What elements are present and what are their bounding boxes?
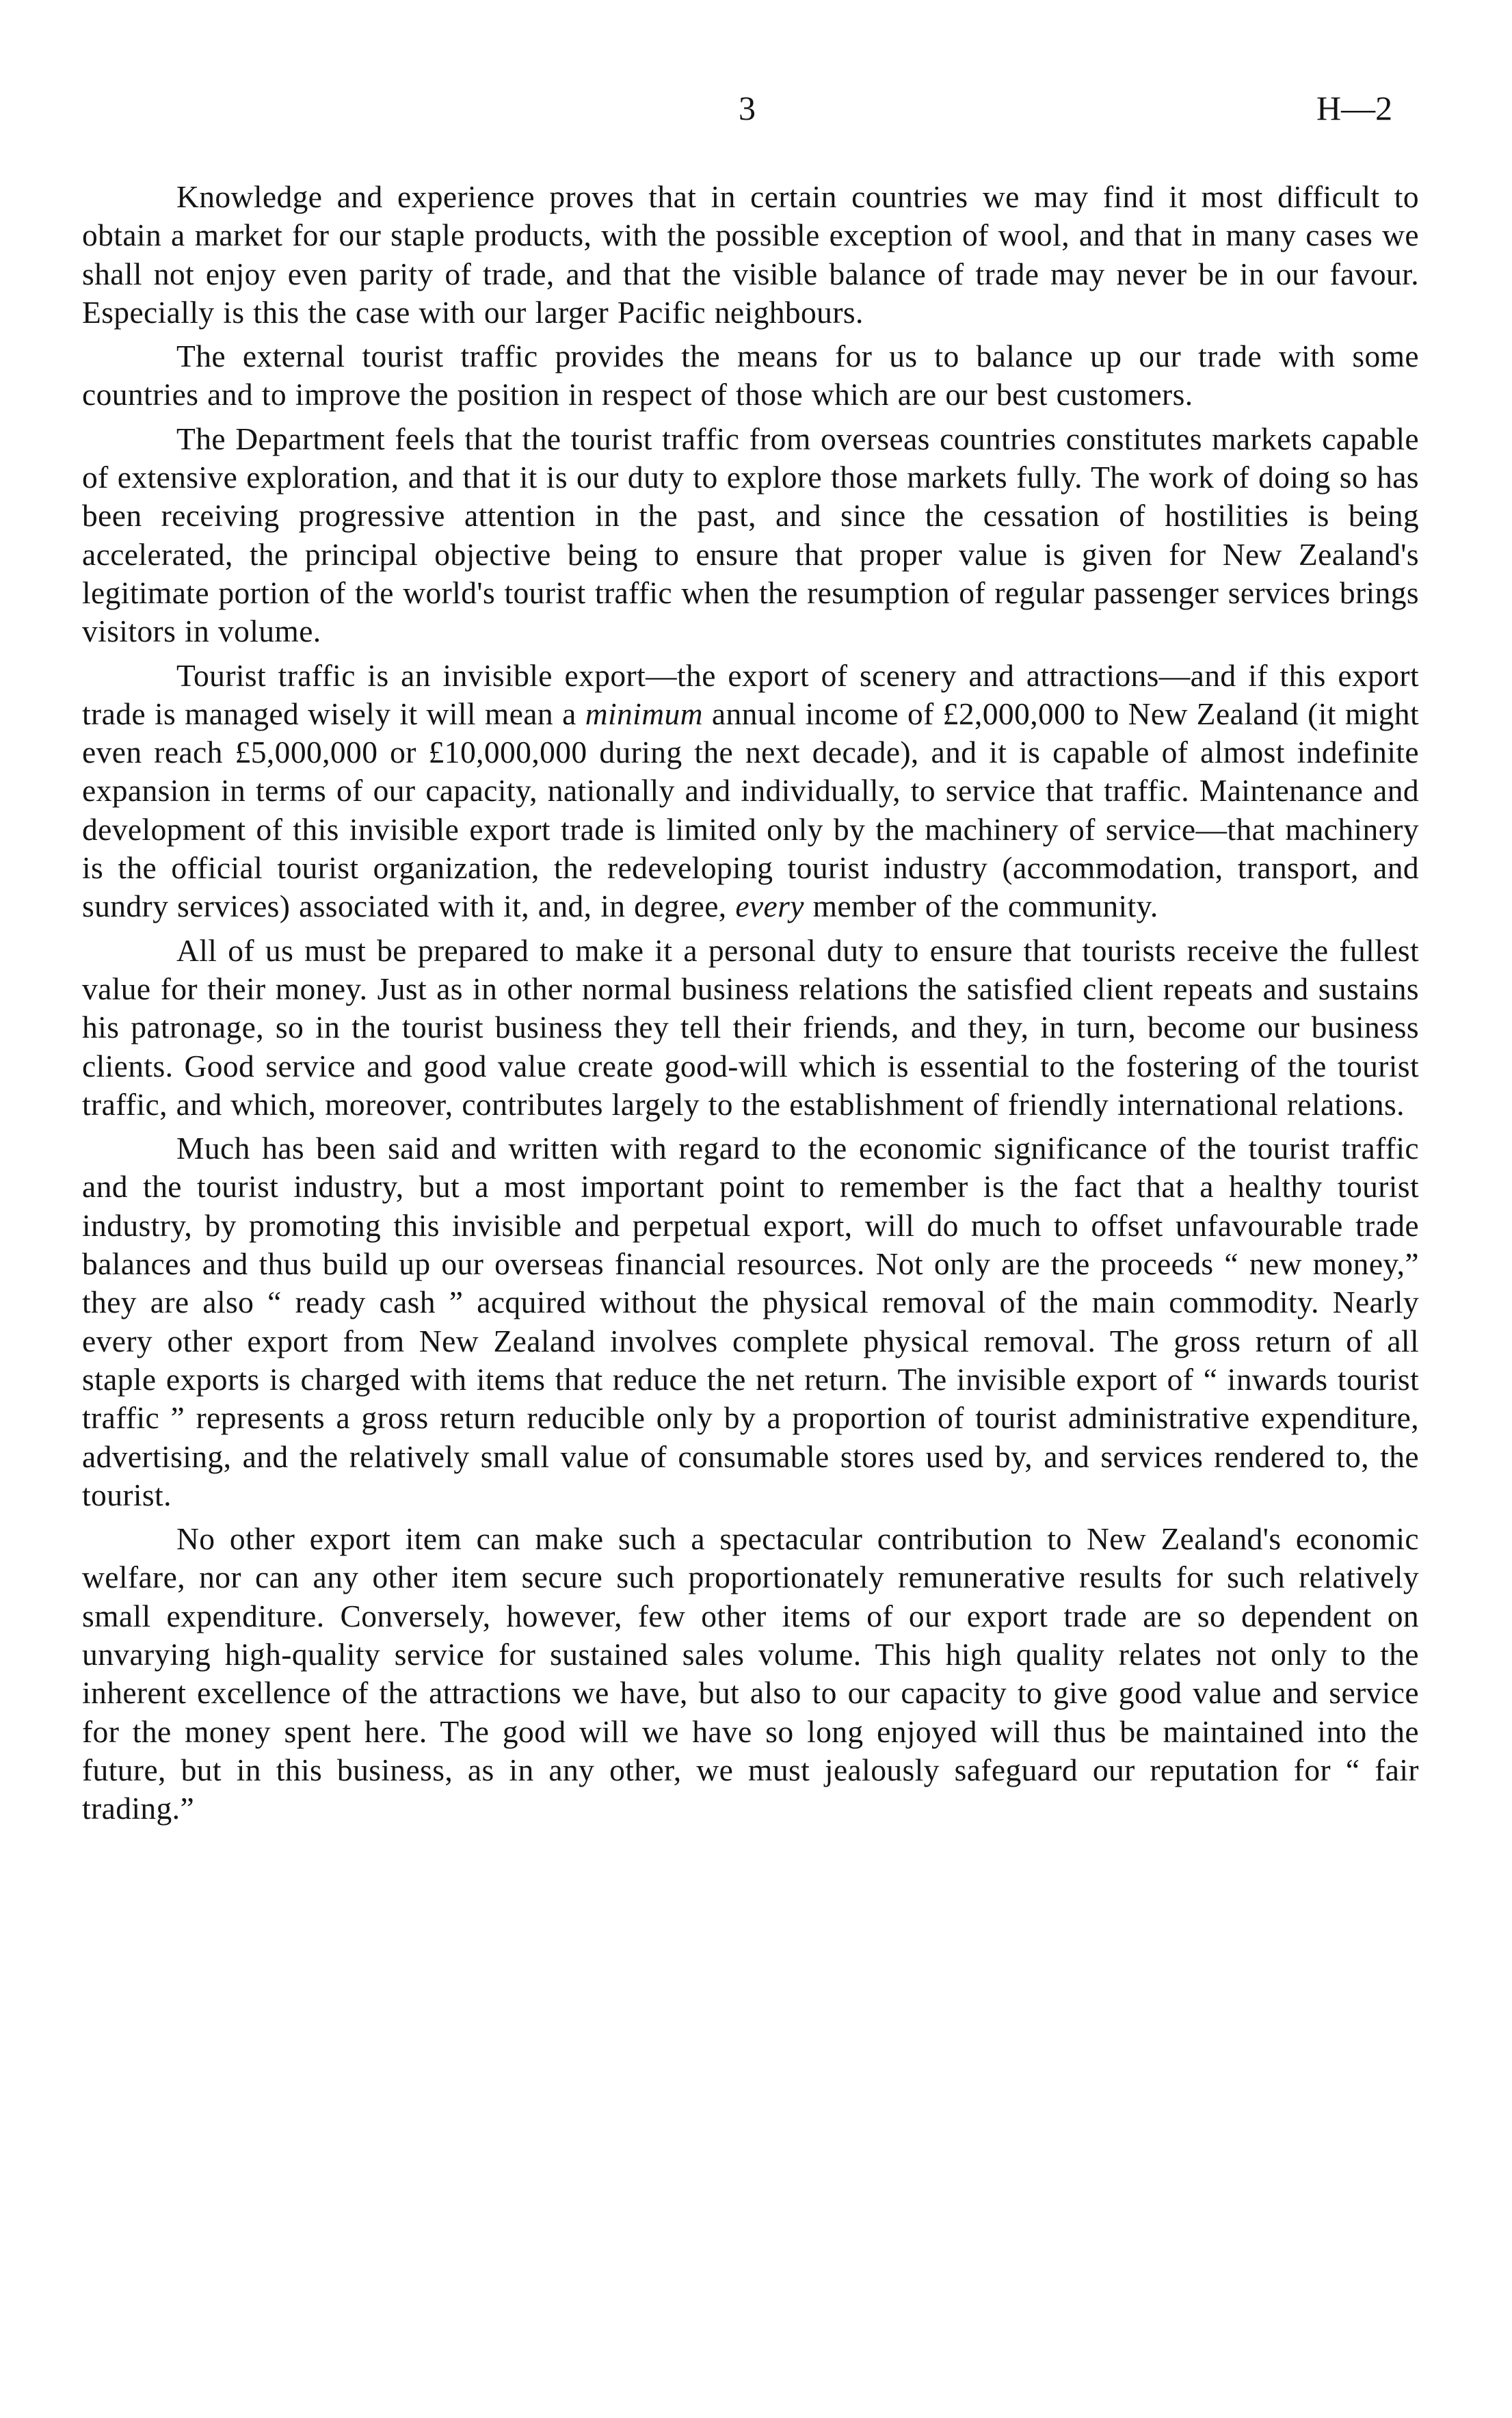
emphasis-every: every [735, 889, 804, 924]
paragraph-trade-balance: The external tourist traffic provides the means for us to balance up our trade with some countries and to improve the position in respect of those which are our best customers. [82, 339, 1419, 412]
page-header [0, 88, 1512, 129]
body-text [82, 178, 1419, 1833]
paragraph-market-knowledge: Knowledge and experience proves that in certain countries we may find it most difficult to obtain a market for our staple products, with the possible exception of wool, and that in many cases we shall not enjoy even parity of trade, and that the visible balance of trade may never be in our favour. Especially is this the case with our larger Pacific neighbours. [82, 179, 1419, 330]
paragraph-text-segment: Tourist traffic is an invisible export—the export of scenery and attractions—and if this export trade is managed wisely it will mean a [82, 657, 1419, 731]
page-number: 3 [739, 89, 757, 127]
paragraph-text-segment: member of the community. [804, 889, 1158, 924]
document-reference: H—2 [1316, 89, 1393, 127]
paragraph-department-view: The Department feels that the tourist traffic from overseas countries constitutes markets capable of extensive exploration, and that it is our duty to explore those markets fully. The work of doing so has been receiving progressive attention in the past, and since the cessation of hostilities is being accelerated, the principal objective being to ensure that proper value is given for New Zealand's legitimate portion of the world's tourist traffic when the resumption of regular passenger services brings visitors in volume. [82, 421, 1419, 649]
paragraph-personal-duty: All of us must be prepared to make it a personal duty to ensure that tourists receive the fullest value for their money. Just as in other normal business relations the satisfied client repeats and sustains his patronage, so in the tourist business they tell their friends, and they, in turn, become our business clients. Good service and good value create good-will which is essential to the fostering of the tourist traffic, and which, moreover, contributes largely to the establishment of friendly international relations. [82, 932, 1419, 1122]
emphasis-minimum: minimum [585, 696, 703, 731]
paragraph-invisible-export [82, 657, 1419, 926]
paragraph-economic-welfare: No other export item can make such a spectacular contribution to New Zealand's economic welfare, nor can any other item secure such proportionately remunerative results for such relatively small expenditure. Conversely, however, few other items of our export trade are so dependent on unvarying high-quality service for sustained sales volume. This high quality relates not only to the inherent excellence of the attractions we have, but also to our capacity to give good value and service for the money spent here. The good will we have so long enjoyed will thus be maintained into the future, but in this business, as in any other, we must jealously safeguard our reputation for “ fair trading.” [82, 1521, 1419, 1826]
paragraph-economic-significance: Much has been said and written with regard to the economic significance of the tourist traffic and the tourist industry, but a most important point to remember is the fact that a healthy tourist industry, by promoting this invisible and perpetual export, will do much to offset unfavourable trade balances and thus build up our overseas financial resources. Not only are the proceeds “ new money,” they are also “ ready cash ” acquired without the physical removal of the main commodity. Nearly every other export from New Zealand involves complete physical removal. The gross return of all staple exports is charged with items that reduce the net return. The invisible export of “ inwards tourist traffic ” represents a gross return reducible only by a proportion of tourist administrative expenditure, advertising, and the relatively small value of consumable stores used by, and services rendered to, the tourist. [82, 1131, 1419, 1512]
paragraph-text-segment: annual income of £2,000,000 to New Zealand (it might even reach £5,000,000 or £10,000,000 during the next decade), and it is capable of almost indefinite expansion in terms of our capacity, nationally and individually, to service that traffic. Maintenance and development of this invisible export trade is limited only by the machinery of service—that machinery is the official tourist organization, the redeveloping tourist industry (accommodation, transport, and sundry services) associated with it, and, in degree, [82, 696, 1419, 924]
